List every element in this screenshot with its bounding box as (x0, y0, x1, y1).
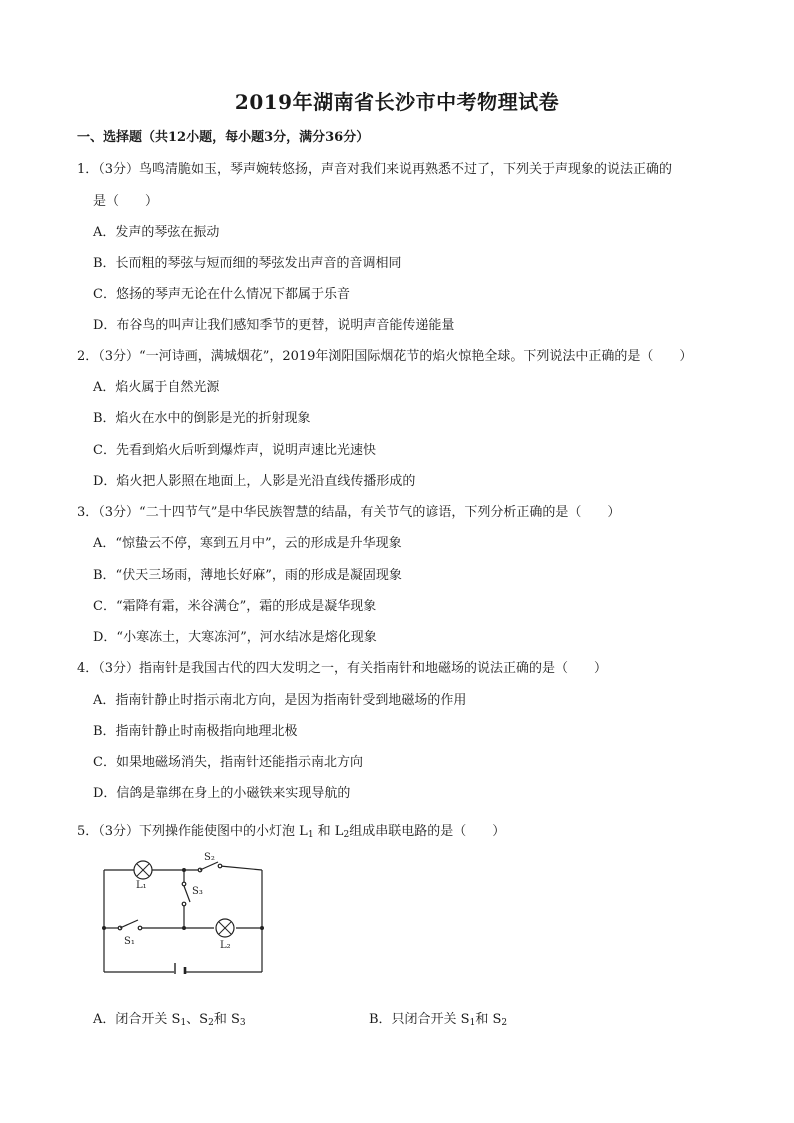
question-5-stem: 5．（3分）下列操作能使图中的小灯泡 $L_1$ 和 $L_2$组成串联电路的是（ ） (77, 824, 506, 840)
question-3-stem: 3．（3分）“二十四节气”是中华民族智慧的结晶，有关节气的谚语，下列分析正确的是（ ） (77, 505, 621, 520)
label-l1: L₁ (136, 880, 147, 891)
question-2-option-a: A．焰火属于自然光源 (93, 380, 220, 395)
question-3-option-a: A．“惊蛰云不停，寒到五月中”，云的形成是升华现象 (93, 536, 402, 551)
question-3-option-d: D．“小寒冻土，大寒冻河”，河水结冰是熔化现象 (93, 630, 377, 645)
label-s3: S₃ (192, 886, 203, 897)
question-1-option-b: B．长而粗的琴弦与短而细的琴弦发出声音的音调相同 (93, 256, 402, 271)
question-2-option-b: B．焰火在水中的倒影是光的折射现象 (93, 411, 311, 426)
label-l2: L₂ (220, 940, 231, 951)
switch-s2-icon (198, 862, 222, 872)
label-s2: S₂ (204, 852, 215, 863)
circuit-diagram (96, 848, 272, 974)
lamp-l1-icon (134, 861, 152, 879)
question-1-option-c: C．悠扬的琴声无论在什么情况下都属于乐音 (93, 287, 350, 302)
label-s1: S₁ (124, 936, 135, 947)
question-3-option-c: C．“霜降有霜，米谷满仓”，霜的形成是凝华现象 (93, 599, 377, 614)
switch-s3-icon (182, 882, 190, 906)
switch-s1-icon (118, 920, 142, 930)
question-2-option-c: C．先看到焰火后听到爆炸声，说明声速比光速快 (93, 443, 376, 458)
question-3-option-b: B．“伏天三场雨，薄地长好麻”，雨的形成是凝固现象 (93, 568, 402, 583)
battery-icon (175, 963, 185, 974)
question-1-option-d: D．布谷鸟的叫声让我们感知季节的更替，说明声音能传递能量 (93, 318, 455, 333)
question-1-option-a: A．发声的琴弦在振动 (93, 225, 220, 240)
junction-dots (102, 868, 264, 930)
question-5-option-a: A．闭合开关 $S_1$、$S_2$和 $S_3$ (93, 1012, 246, 1028)
question-4-option-d: D．信鸽是靠绑在身上的小磁铁来实现导航的 (93, 786, 351, 801)
section-heading: 一、选择题（共12小题，每小题3分，满分36分） (77, 130, 370, 145)
question-5-option-b: B．只闭合开关 $S_1$和 $S_2$ (369, 1012, 508, 1028)
question-4-stem: 4．（3分）指南针是我国古代的四大发明之一，有关指南针和地磁场的说法正确的是（ ） (77, 661, 608, 676)
question-2-stem: 2．（3分）“一河诗画，满城烟花”，2019年浏阳国际烟花节的焰火惊艳全球。下列说法中正确的是（ ） (77, 349, 693, 364)
question-4-option-a: A．指南针静止时指示南北方向，是因为指南针受到地磁场的作用 (93, 693, 467, 708)
question-2-option-d: D．焰火把人影照在地面上，人影是光沿直线传播形成的 (93, 474, 416, 489)
question-4-option-c: C．如果地磁场消失，指南针还能指示南北方向 (93, 755, 363, 770)
lamp-l2-icon (216, 919, 234, 937)
page-title: 2019年湖南省长沙市中考物理试卷 (234, 90, 560, 114)
question-1-stem-continued: 是（ ） (93, 194, 159, 209)
question-1-stem: 1．（3分）鸟鸣清脆如玉，琴声婉转悠扬，声音对我们来说再熟悉不过了，下列关于声现象的说法正确的 (77, 162, 673, 177)
question-4-option-b: B．指南针静止时南极指向地理北极 (93, 724, 298, 739)
